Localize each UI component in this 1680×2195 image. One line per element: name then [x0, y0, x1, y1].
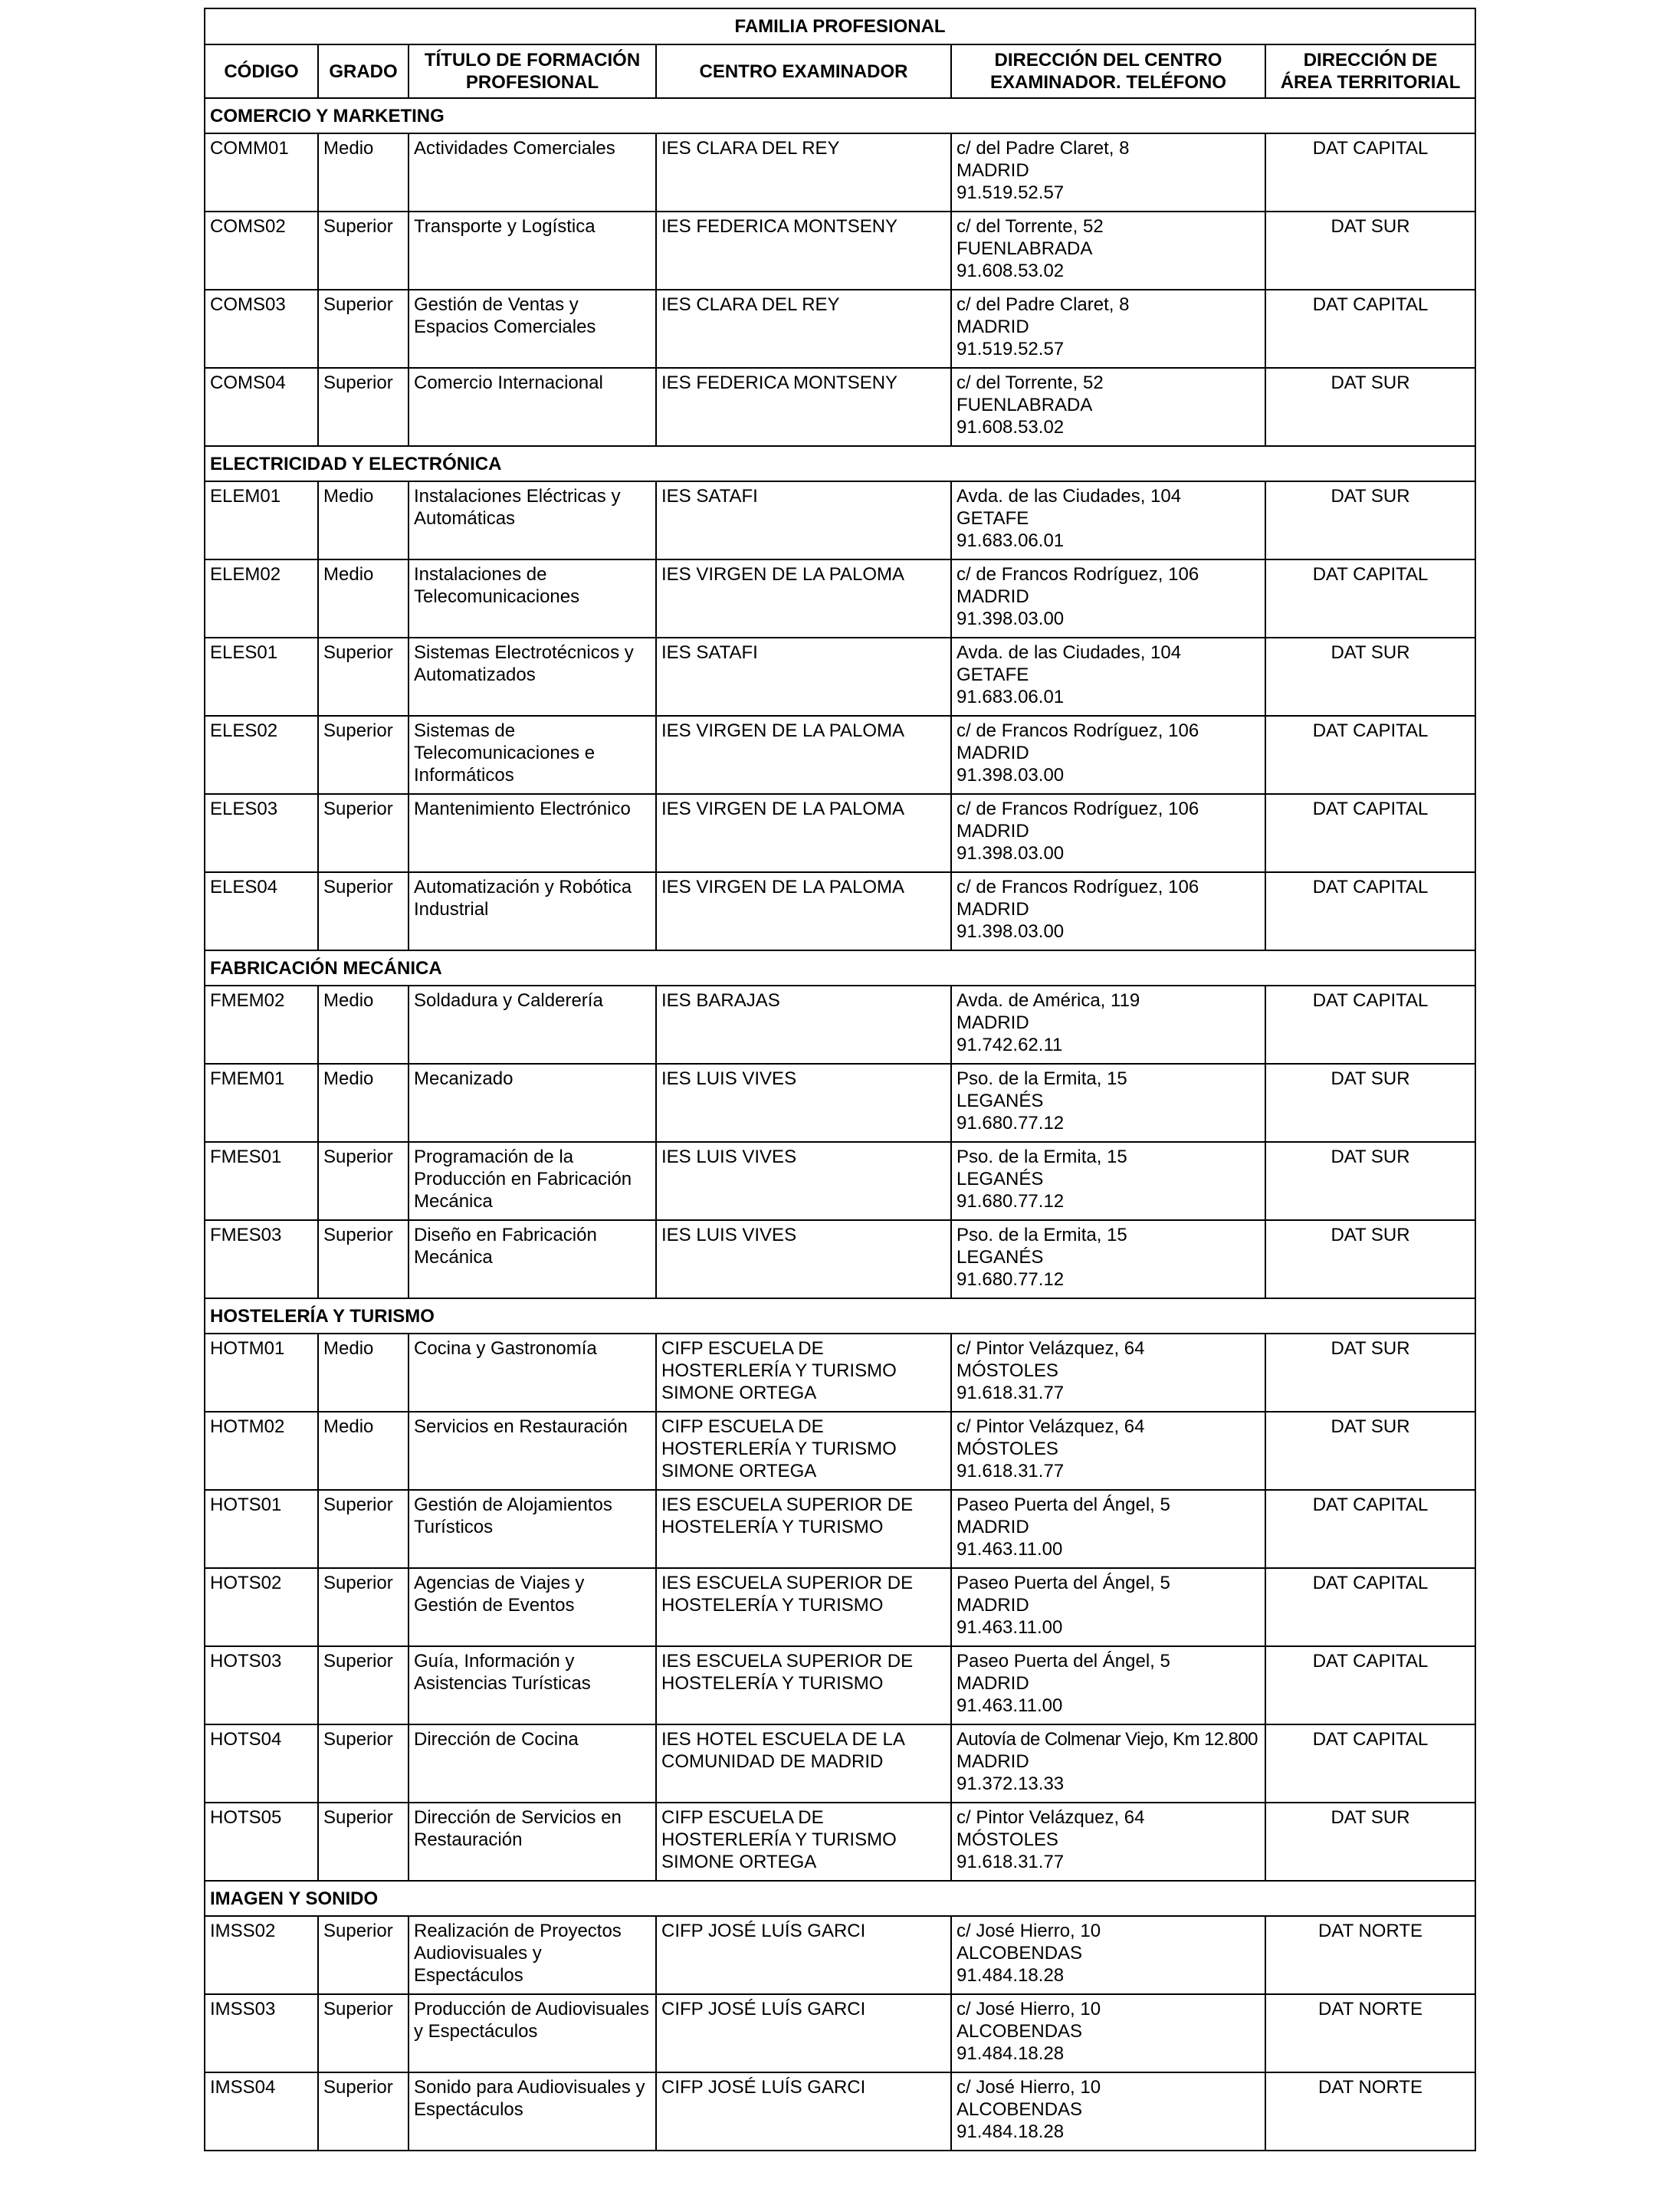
direccion-phone: 91.680.77.12 [956, 1191, 1065, 1212]
grado-cell: Superior [318, 1568, 409, 1646]
dat-cell: DAT SUR [1265, 481, 1475, 559]
direccion-phone: 91.463.11.00 [956, 1539, 1063, 1560]
grado-cell: Medio [318, 986, 409, 1064]
direccion-cell [951, 212, 1265, 290]
direccion-city: GETAFE [956, 508, 1029, 529]
dat-cell: DAT CAPITAL [1265, 1490, 1475, 1568]
direccion-street: c/ José Hierro, 10 [956, 1921, 1101, 1941]
codigo-cell: ELES04 [205, 872, 318, 950]
codigo-cell: COMS04 [205, 368, 318, 446]
direccion-phone: 91.683.06.01 [956, 687, 1065, 707]
codigo-cell: FMES01 [205, 1142, 318, 1220]
grado-cell: Superior [318, 368, 409, 446]
titulo-cell: Sistemas de Telecomunicaciones e Informáticos [409, 716, 656, 794]
direccion-city: LEGANÉS [956, 1169, 1044, 1189]
direccion-phone: 91.398.03.00 [956, 765, 1065, 786]
direccion-cell [951, 1064, 1265, 1142]
col-header-direccion-line1: DIRECCIÓN DEL CENTRO [994, 50, 1222, 71]
grado-cell: Medio [318, 1064, 409, 1142]
grado-cell: Superior [318, 2072, 409, 2151]
direccion-phone: 91.519.52.57 [956, 182, 1065, 203]
direccion-city: ALCOBENDAS [956, 1943, 1083, 1964]
direccion-cell [951, 481, 1265, 559]
direccion-cell [951, 1220, 1265, 1298]
direccion-city: MADRID [956, 899, 1029, 920]
direccion-city: MADRID [956, 1751, 1029, 1772]
grado-cell: Superior [318, 1724, 409, 1803]
direccion-street: c/ de Francos Rodríguez, 106 [956, 799, 1199, 819]
table-row [205, 133, 1475, 212]
titulo-cell: Cocina y Gastronomía [409, 1334, 656, 1412]
direccion-city: MADRID [956, 317, 1029, 337]
direccion-cell [951, 872, 1265, 950]
direccion-phone: 91.742.62.11 [956, 1035, 1063, 1055]
direccion-city: MADRID [956, 1012, 1029, 1033]
section-row [205, 446, 1475, 481]
grado-cell: Superior [318, 638, 409, 716]
col-header-direccion [951, 44, 1265, 98]
table-row [205, 1064, 1475, 1142]
direccion-street: c/ del Torrente, 52 [956, 372, 1104, 393]
centro-cell: IES FEDERICA MONTSENY [656, 368, 951, 446]
direccion-street: Avda. de las Ciudades, 104 [956, 486, 1182, 507]
direccion-street: c/ del Padre Claret, 8 [956, 294, 1130, 315]
direccion-city: MADRID [956, 1517, 1029, 1537]
codigo-cell: HOTS04 [205, 1724, 318, 1803]
grado-cell: Medio [318, 559, 409, 638]
col-header-titulo-line2: PROFESIONAL [465, 72, 599, 93]
grado-cell: Medio [318, 1334, 409, 1412]
section-title: ELECTRICIDAD Y ELECTRÓNICA [205, 446, 1475, 481]
table-row [205, 1803, 1475, 1881]
grado-cell: Medio [318, 1412, 409, 1490]
section-title: FABRICACIÓN MECÁNICA [205, 950, 1475, 986]
codigo-cell: IMSS04 [205, 2072, 318, 2151]
direccion-cell [951, 1568, 1265, 1646]
section-title: HOSTELERÍA Y TURISMO [205, 1298, 1475, 1334]
dat-cell: DAT CAPITAL [1265, 1568, 1475, 1646]
grado-cell: Medio [318, 133, 409, 212]
direccion-cell [951, 1646, 1265, 1724]
grado-cell: Superior [318, 1916, 409, 1994]
dat-cell: DAT NORTE [1265, 1916, 1475, 1994]
dat-cell: DAT SUR [1265, 1803, 1475, 1881]
grado-cell: Superior [318, 1994, 409, 2072]
grado-cell: Superior [318, 1220, 409, 1298]
centro-cell: IES CLARA DEL REY [656, 290, 951, 368]
titulo-cell: Actividades Comerciales [409, 133, 656, 212]
direccion-street: c/ del Torrente, 52 [956, 216, 1104, 237]
centro-cell: IES VIRGEN DE LA PALOMA [656, 559, 951, 638]
direccion-street: c/ José Hierro, 10 [956, 1999, 1101, 2019]
centro-cell: CIFP JOSÉ LUÍS GARCI [656, 1916, 951, 1994]
direccion-city: MADRID [956, 1673, 1029, 1694]
table-row [205, 986, 1475, 1064]
table-row [205, 1724, 1475, 1803]
direccion-street: c/ de Francos Rodríguez, 106 [956, 877, 1199, 897]
direccion-phone: 91.680.77.12 [956, 1113, 1065, 1134]
col-header-direccion-line2: EXAMINADOR. TELÉFONO [989, 72, 1226, 93]
codigo-cell: FMEM01 [205, 1064, 318, 1142]
direccion-phone: 91.618.31.77 [956, 1461, 1065, 1481]
direccion-street: Pso. de la Ermita, 15 [956, 1225, 1127, 1245]
direccion-phone: 91.608.53.02 [956, 417, 1065, 438]
table-row [205, 638, 1475, 716]
section-row [205, 98, 1475, 133]
direccion-phone: 91.608.53.02 [956, 261, 1065, 281]
titulo-cell: Programación de la Producción en Fabricación Mecánica [409, 1142, 656, 1220]
direccion-phone: 91.680.77.12 [956, 1269, 1065, 1290]
table-row [205, 716, 1475, 794]
dat-cell: DAT NORTE [1265, 2072, 1475, 2151]
direccion-city: MADRID [956, 1595, 1029, 1616]
dat-cell: DAT SUR [1265, 638, 1475, 716]
centro-cell: IES SATAFI [656, 481, 951, 559]
direccion-cell [951, 1490, 1265, 1568]
direccion-city: LEGANÉS [956, 1247, 1044, 1268]
codigo-cell: FMES03 [205, 1220, 318, 1298]
direccion-city: MADRID [956, 160, 1029, 181]
dat-cell: DAT CAPITAL [1265, 872, 1475, 950]
section-row [205, 950, 1475, 986]
centro-cell: CIFP ESCUELA DE HOSTERLERÍA Y TURISMO SIMONE ORTEGA [656, 1412, 951, 1490]
dat-cell: DAT SUR [1265, 1142, 1475, 1220]
table-row [205, 559, 1475, 638]
table-row [205, 368, 1475, 446]
table-row [205, 1568, 1475, 1646]
direccion-cell [951, 986, 1265, 1064]
direccion-street: Paseo Puerta del Ángel, 5 [956, 1651, 1170, 1672]
direccion-street: c/ Pintor Velázquez, 64 [956, 1416, 1145, 1437]
centro-cell: IES LUIS VIVES [656, 1142, 951, 1220]
centro-cell: IES FEDERICA MONTSENY [656, 212, 951, 290]
direccion-city: MADRID [956, 821, 1029, 842]
grado-cell: Superior [318, 716, 409, 794]
titulo-cell: Realización de Proyectos Audiovisuales y Espectáculos [409, 1916, 656, 1994]
centro-cell: IES ESCUELA SUPERIOR DE HOSTELERÍA Y TURISMO [656, 1568, 951, 1646]
direccion-phone: 91.463.11.00 [956, 1617, 1063, 1638]
dat-cell: DAT CAPITAL [1265, 1646, 1475, 1724]
col-header-grado: GRADO [318, 44, 409, 98]
centro-cell: CIFP JOSÉ LUÍS GARCI [656, 2072, 951, 2151]
grado-cell: Superior [318, 1803, 409, 1881]
direccion-phone: 91.484.18.28 [956, 2043, 1065, 2064]
direccion-city: GETAFE [956, 664, 1029, 685]
table-row [205, 1490, 1475, 1568]
col-header-codigo: CÓDIGO [205, 44, 318, 98]
table-row [205, 1994, 1475, 2072]
codigo-cell: ELEM02 [205, 559, 318, 638]
direccion-phone: 91.398.03.00 [956, 921, 1065, 942]
centro-cell: CIFP ESCUELA DE HOSTERLERÍA Y TURISMO SIMONE ORTEGA [656, 1334, 951, 1412]
table-row [205, 1916, 1475, 1994]
centro-cell: IES VIRGEN DE LA PALOMA [656, 794, 951, 872]
centro-cell: IES SATAFI [656, 638, 951, 716]
col-header-titulo [409, 44, 656, 98]
titulo-cell: Automatización y Robótica Industrial [409, 872, 656, 950]
direccion-street: Avda. de América, 119 [956, 990, 1140, 1011]
codigo-cell: ELES02 [205, 716, 318, 794]
section-row [205, 1298, 1475, 1334]
centro-cell: IES CLARA DEL REY [656, 133, 951, 212]
dat-cell: DAT SUR [1265, 1220, 1475, 1298]
direccion-phone: 91.463.11.00 [956, 1695, 1063, 1716]
titulo-cell: Dirección de Cocina [409, 1724, 656, 1803]
codigo-cell: HOTM01 [205, 1334, 318, 1412]
codigo-cell: ELES03 [205, 794, 318, 872]
codigo-cell: HOTS05 [205, 1803, 318, 1881]
direccion-street: Paseo Puerta del Ángel, 5 [956, 1573, 1170, 1593]
direccion-city: FUENLABRADA [956, 238, 1093, 259]
grado-cell: Superior [318, 290, 409, 368]
codigo-cell: IMSS03 [205, 1994, 318, 2072]
direccion-cell [951, 1334, 1265, 1412]
dat-cell: DAT SUR [1265, 368, 1475, 446]
grado-cell: Superior [318, 212, 409, 290]
direccion-city: FUENLABRADA [956, 395, 1093, 415]
direccion-cell [951, 638, 1265, 716]
direccion-cell [951, 794, 1265, 872]
titulo-cell: Mecanizado [409, 1064, 656, 1142]
table-row [205, 2072, 1475, 2151]
dat-cell: DAT SUR [1265, 1412, 1475, 1490]
codigo-cell: ELES01 [205, 638, 318, 716]
centro-cell: CIFP JOSÉ LUÍS GARCI [656, 1994, 951, 2072]
direccion-street: Paseo Puerta del Ángel, 5 [956, 1495, 1170, 1515]
table-row [205, 212, 1475, 290]
centro-cell: IES ESCUELA SUPERIOR DE HOSTELERÍA Y TURISMO [656, 1490, 951, 1568]
grado-cell: Superior [318, 1646, 409, 1724]
section-title: COMERCIO Y MARKETING [205, 98, 1475, 133]
direccion-cell [951, 2072, 1265, 2151]
direccion-city: MÓSTOLES [956, 1829, 1058, 1850]
table-row [205, 872, 1475, 950]
codigo-cell: COMS03 [205, 290, 318, 368]
direccion-city: MÓSTOLES [956, 1439, 1058, 1459]
centro-cell: IES HOTEL ESCUELA DE LA COMUNIDAD DE MADRID [656, 1724, 951, 1803]
grado-cell: Superior [318, 794, 409, 872]
titulo-cell: Diseño en Fabricación Mecánica [409, 1220, 656, 1298]
direccion-cell [951, 1724, 1265, 1803]
direccion-phone: 91.519.52.57 [956, 339, 1065, 359]
direccion-street: Pso. de la Ermita, 15 [956, 1068, 1127, 1089]
dat-cell: DAT CAPITAL [1265, 559, 1475, 638]
direccion-phone: 91.484.18.28 [956, 1965, 1065, 1986]
codigo-cell: ELEM01 [205, 481, 318, 559]
codigo-cell: HOTS01 [205, 1490, 318, 1568]
direccion-phone: 91.618.31.77 [956, 1852, 1065, 1872]
grado-cell: Medio [318, 481, 409, 559]
direccion-city: MADRID [956, 743, 1029, 763]
table-row [205, 1142, 1475, 1220]
dat-cell: DAT CAPITAL [1265, 716, 1475, 794]
dat-cell: DAT SUR [1265, 1064, 1475, 1142]
dat-cell: DAT SUR [1265, 212, 1475, 290]
table-row [205, 1412, 1475, 1490]
codigo-cell: HOTM02 [205, 1412, 318, 1490]
centro-cell: IES BARAJAS [656, 986, 951, 1064]
titulo-cell: Soldadura y Calderería [409, 986, 656, 1064]
centro-cell: CIFP ESCUELA DE HOSTERLERÍA Y TURISMO SIMONE ORTEGA [656, 1803, 951, 1881]
familia-profesional-title: FAMILIA PROFESIONAL [205, 8, 1475, 44]
titulo-cell: Instalaciones Eléctricas y Automáticas [409, 481, 656, 559]
direccion-street: c/ José Hierro, 10 [956, 2077, 1101, 2098]
direccion-street: c/ del Padre Claret, 8 [956, 138, 1130, 159]
col-header-titulo-line1: TÍTULO DE FORMACIÓN [424, 50, 641, 71]
dat-cell: DAT SUR [1265, 1334, 1475, 1412]
codigo-cell: IMSS02 [205, 1916, 318, 1994]
direccion-phone: 91.683.06.01 [956, 530, 1065, 551]
table-row [205, 1646, 1475, 1724]
direccion-cell [951, 1412, 1265, 1490]
centro-cell: IES VIRGEN DE LA PALOMA [656, 872, 951, 950]
direccion-phone: 91.618.31.77 [956, 1383, 1065, 1403]
direccion-street: Avda. de las Ciudades, 104 [956, 642, 1182, 663]
direccion-phone: 91.484.18.28 [956, 2121, 1065, 2142]
section-row [205, 1881, 1475, 1916]
titulo-cell: Servicios en Restauración [409, 1412, 656, 1490]
centro-cell: IES ESCUELA SUPERIOR DE HOSTELERÍA Y TURISMO [656, 1646, 951, 1724]
table-row [205, 1334, 1475, 1412]
direccion-cell [951, 559, 1265, 638]
direccion-cell [951, 1803, 1265, 1881]
direccion-street: Pso. de la Ermita, 15 [956, 1147, 1127, 1167]
direccion-phone: 91.398.03.00 [956, 843, 1065, 864]
direccion-phone: 91.398.03.00 [956, 609, 1065, 629]
direccion-cell [951, 290, 1265, 368]
grado-cell: Superior [318, 1490, 409, 1568]
direccion-cell [951, 368, 1265, 446]
dat-cell: DAT CAPITAL [1265, 1724, 1475, 1803]
codigo-cell: COMS02 [205, 212, 318, 290]
titulo-cell: Mantenimiento Electrónico [409, 794, 656, 872]
direccion-cell [951, 716, 1265, 794]
titulo-cell: Transporte y Logística [409, 212, 656, 290]
titulo-cell: Guía, Información y Asistencias Turísticas [409, 1646, 656, 1724]
titulo-cell: Sistemas Electrotécnicos y Automatizados [409, 638, 656, 716]
codigo-cell: COMM01 [205, 133, 318, 212]
centro-cell: IES VIRGEN DE LA PALOMA [656, 716, 951, 794]
direccion-street: c/ de Francos Rodríguez, 106 [956, 564, 1199, 585]
direccion-cell [951, 1994, 1265, 2072]
col-header-dat-line2: ÁREA TERRITORIAL [1280, 72, 1461, 93]
direccion-city: MADRID [956, 586, 1029, 607]
titulo-cell: Dirección de Servicios en Restauración [409, 1803, 656, 1881]
codigo-cell: HOTS03 [205, 1646, 318, 1724]
titulo-cell: Gestión de Ventas y Espacios Comerciales [409, 290, 656, 368]
titulo-cell: Sonido para Audiovisuales y Espectáculos [409, 2072, 656, 2151]
centro-cell: IES LUIS VIVES [656, 1064, 951, 1142]
col-header-dat-line1: DIRECCIÓN DE [1303, 50, 1438, 71]
titulo-cell: Comercio Internacional [409, 368, 656, 446]
direccion-street: c/ de Francos Rodríguez, 106 [956, 720, 1199, 741]
direccion-cell [951, 1142, 1265, 1220]
titulo-cell: Instalaciones de Telecomunicaciones [409, 559, 656, 638]
table-row [205, 481, 1475, 559]
table-body [205, 98, 1475, 2151]
direccion-phone: 91.372.13.33 [956, 1773, 1065, 1794]
dat-cell: DAT CAPITAL [1265, 986, 1475, 1064]
codigo-cell: FMEM02 [205, 986, 318, 1064]
dat-cell: DAT CAPITAL [1265, 290, 1475, 368]
dat-cell: DAT NORTE [1265, 1994, 1475, 2072]
section-title: IMAGEN Y SONIDO [205, 1881, 1475, 1916]
titulo-cell: Agencias de Viajes y Gestión de Eventos [409, 1568, 656, 1646]
direccion-street: c/ Pintor Velázquez, 64 [956, 1807, 1145, 1828]
centros-examinadores-table [204, 8, 1476, 2151]
titulo-cell: Producción de Audiovisuales y Espectáculos [409, 1994, 656, 2072]
dat-cell: DAT CAPITAL [1265, 133, 1475, 212]
direccion-street: c/ Pintor Velázquez, 64 [956, 1338, 1145, 1359]
codigo-cell: HOTS02 [205, 1568, 318, 1646]
direccion-city: ALCOBENDAS [956, 2021, 1083, 2042]
grado-cell: Superior [318, 872, 409, 950]
direccion-street: Autovía de Colmenar Viejo, Km 12.800 [956, 1729, 1258, 1750]
direccion-cell [951, 133, 1265, 212]
direccion-city: LEGANÉS [956, 1091, 1044, 1111]
grado-cell: Superior [318, 1142, 409, 1220]
direccion-city: ALCOBENDAS [956, 2099, 1083, 2120]
col-header-dat [1265, 44, 1475, 98]
titulo-cell: Gestión de Alojamientos Turísticos [409, 1490, 656, 1568]
centro-cell: IES LUIS VIVES [656, 1220, 951, 1298]
direccion-city: MÓSTOLES [956, 1360, 1058, 1381]
col-header-centro: CENTRO EXAMINADOR [656, 44, 951, 98]
dat-cell: DAT CAPITAL [1265, 794, 1475, 872]
table-row [205, 794, 1475, 872]
direccion-cell [951, 1916, 1265, 1994]
table-row [205, 1220, 1475, 1298]
table-row [205, 290, 1475, 368]
